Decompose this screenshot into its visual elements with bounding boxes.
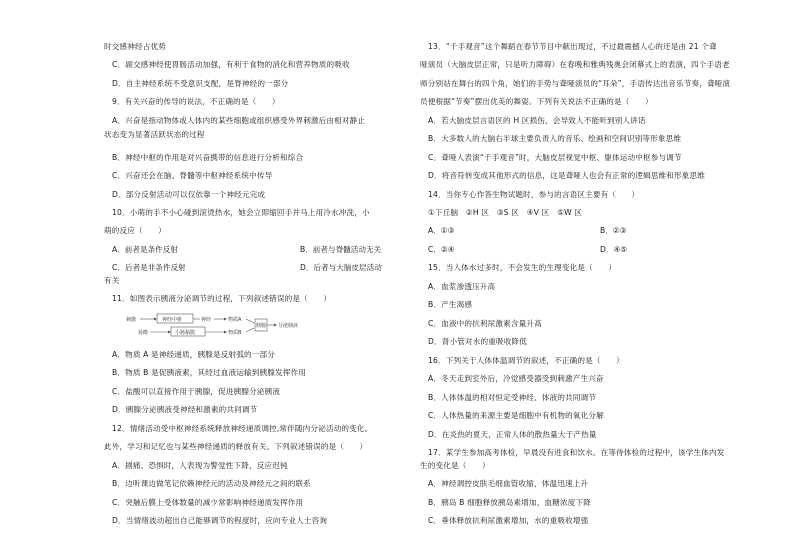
right-line: 哑演员（大脑皮层正常，只是听力障碍）在春晚和雅典残奥会闭幕式上的表演，四个手语老: [420, 60, 730, 69]
left-line: B．神经中枢的作用是对兴奋携带的信息进行分析和综合: [112, 153, 304, 162]
left-line: 11．如图表示胰液分泌调节的过程，下列叙述错误的是（ ）: [112, 294, 332, 303]
diagram-substance-b: 物质B: [228, 330, 242, 336]
left-line: 时交感神经占优势: [104, 42, 166, 51]
right-line: 13．“千手观音”这个舞蹈在春节节目中献出现过，不过最震撼人心的还是由 21 个聋: [428, 42, 717, 51]
right-line: C．聋哑人表演“千手观音”时，大脑皮层视觉中枢、躯体运动中枢参与调节: [428, 153, 682, 162]
right-line: D．在炎热的夏天，正常人体的散热量大于产热量: [428, 430, 597, 439]
option-text: A．①③: [428, 226, 455, 235]
left-line: 萌的反应（ ）: [104, 226, 166, 235]
left-line: A．兴奋是指动物体或人体内的某些细胞或组织感受外界刺激后由相对静止: [112, 116, 366, 125]
right-line: B．产生渴感: [428, 300, 473, 309]
left-line: 9．有关兴奋的传导的说法，不正确的是（ ）: [112, 97, 280, 106]
right-line: A．神经调控皮肤毛细血管收缩，体温迅速上升: [428, 479, 589, 488]
option-text: B．②③: [600, 226, 627, 235]
diagram-stimulus: 刺激: [126, 317, 137, 323]
right-line: A．若大脑皮层言语区的 H 区损伤，会导致人不能听到别人讲话: [428, 116, 646, 125]
left-line: A．物质 A 是神经递质，胰腺是反射弧的一部分: [112, 350, 275, 359]
right-line: C．人体热量的来源主要是细胞中有机物的氧化分解: [428, 411, 604, 420]
left-line: C．突触后膜上受体数量的减少常影响神经递质发挥作用: [112, 498, 304, 507]
left-line: C．盐酸可以直接作用于胰腺，促进胰腺分泌胰液: [112, 387, 281, 396]
right-line: 生的变化是（ ）: [420, 461, 490, 470]
left-line: A．剧痛、恐惧时，人表现为警觉性下降，反应迟钝: [112, 461, 288, 470]
left-line: B．边听课边做笔记依赖神经元的活动及神经元之间的联系: [112, 479, 311, 488]
left-line: D．部分反射活动可以仅依靠一个神经元完成: [112, 190, 266, 199]
right-line: 员便根据“节奏”摆出优美的舞姿。下列有关说法不正确的是（ ）: [420, 97, 653, 106]
left-line: D．自主神经系统不受意识支配，是脊神经的一部分: [112, 79, 289, 88]
option-text: D．④⑤: [600, 245, 628, 254]
right-line: A．血浆渗透压升高: [428, 282, 496, 291]
diagram-secretion: 分泌胰液: [278, 323, 299, 329]
right-line: 16．下列关于人体体温调节的叙述，不正确的是（ ）: [428, 356, 624, 365]
pancreas-regulation-diagram: [124, 312, 354, 338]
right-line: D．肾小管对水的重吸收降低: [428, 337, 527, 346]
diagram-svg: [124, 312, 354, 338]
left-line: D．胰腺分泌胰液受神经和激素的共同调节: [112, 405, 258, 414]
left-line: B．物质 B 是促胰液素，其经过血液运输到胰腺发挥作用: [112, 368, 306, 377]
right-line: A．冬天走到室外后，冷觉感受器受到刺激产生兴奋: [428, 374, 604, 383]
diagram-pancreas: 胰腺: [256, 323, 267, 329]
right-line: 14．当你专心作答生物试题时，参与的言语区主要有（ ）: [428, 190, 640, 199]
right-line: C．血液中的抗利尿激素含量升高: [428, 319, 542, 328]
left-line: 有关: [104, 276, 120, 285]
right-line: B．大多数人的大脑右半球主要负责人的音乐、绘画和空间识别等形象思维: [428, 134, 682, 143]
option-text: C．后者是非条件反射: [112, 263, 186, 272]
right-line: 师分别站在舞台的四个角，她们的手势与聋哑演员的“耳朵”，手语传达出音乐节奏，聋哑演: [420, 79, 731, 88]
left-line: 状态变为显著活跃状态的过程: [104, 130, 205, 139]
option-text: C．②④: [428, 245, 455, 254]
left-line: C．副交感神经使胃肠活动加强，有利于食物的消化和营养物质的吸收: [112, 60, 350, 69]
left-line: 10．小萌的手不小心碰到滚烫热水，她会立即缩回手并马上用冷水冲洗，小: [112, 208, 370, 217]
right-line: ①下丘脑 ②H 区 ③S 区 ④V 区 ⑤W 区: [428, 208, 583, 217]
diagram-nerve: 神经: [201, 317, 212, 323]
right-line: 17．某学生参加高考体检，早晨没有进食和饮水。在等待体检的过程中，该学生体内发: [428, 448, 725, 457]
right-line: B．人体体温的相对恒定受神经、体液的共同调节: [428, 393, 596, 402]
right-line: C．垂体释放抗利尿激素增加，水的重吸收增强: [428, 516, 589, 525]
left-line: 此外，学习和记忆也与某些神经递质的释放有关。下列叙述错误的是（ ）: [104, 442, 368, 451]
right-line: D．将音符转变成其他形式的信息，这是聋哑人也会有正常的逻辑思维和形象思维: [428, 171, 706, 180]
diagram-intestine: 小肠黏膜: [175, 330, 196, 336]
left-line: C．兴奋还会在脑、脊髓等中枢神经系统中传导: [112, 171, 273, 180]
diagram-nerve-center: 神经中枢: [162, 317, 183, 323]
left-line: D．当情绪波动超出自己能够调节的程度时，应向专业人士咨询: [112, 516, 328, 525]
diagram-substance-a: 物质A: [228, 317, 242, 323]
diagram-acid: 盐酸: [138, 330, 149, 336]
right-line: B．胰岛 B 细胞释放胰岛素增加，血糖浓度下降: [428, 498, 591, 507]
option-text: A．前者是条件反射: [112, 245, 178, 254]
left-line: 12．情绪活动受中枢神经系统释放神经递质调控,常伴随内分泌活动的变化。: [112, 424, 373, 433]
option-text: D．后者与大脑皮层活动: [300, 263, 382, 272]
option-text: B．前者与脊髓活动无关: [300, 245, 382, 254]
right-line: 15．当人体水过多时，不会发生的生理变化是（ ）: [428, 263, 617, 272]
